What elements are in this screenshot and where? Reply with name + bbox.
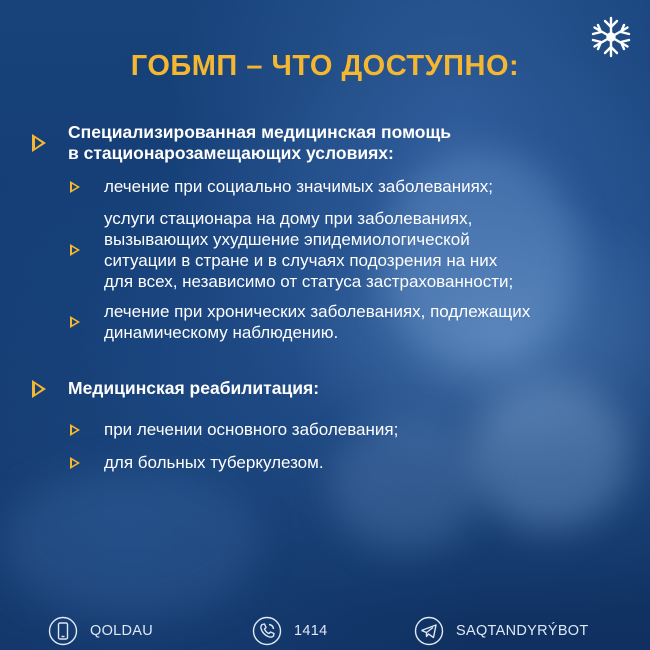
list-item-text <box>104 208 513 292</box>
text-line: услуги стационара на дому при заболеваниях, <box>104 209 473 228</box>
section-heading-text <box>68 378 319 399</box>
phone-icon <box>252 616 282 646</box>
triangle-bullet-icon <box>32 380 46 398</box>
footer <box>0 612 650 650</box>
text-line: для всех, независимо от статуса застрахованности; <box>104 272 514 291</box>
triangle-bullet-icon <box>70 457 80 469</box>
list-item <box>70 419 398 440</box>
list-item-text <box>104 176 493 197</box>
background-blur <box>470 380 630 530</box>
smartphone-icon <box>48 616 78 646</box>
triangle-bullet-icon <box>32 134 46 152</box>
text-line: для больных туберкулезом. <box>104 453 324 472</box>
text-line: ситуации в стране и в случаях подозрения на них <box>104 251 498 270</box>
footer-app-label: QOLDAU <box>90 623 154 639</box>
section-heading <box>32 378 319 399</box>
footer-phone-link[interactable] <box>252 616 327 646</box>
triangle-bullet-icon <box>70 244 80 256</box>
triangle-bullet-icon <box>70 181 80 193</box>
page-title: ГОБМП – ЧТО ДОСТУПНО: <box>130 50 520 82</box>
text-line: при лечении основного заболевания; <box>104 420 399 439</box>
text-line: лечение при социально значимых заболеваниях; <box>104 177 494 196</box>
heading-line: Медицинская реабилитация: <box>68 378 320 398</box>
text-line: лечение при хронических заболеваниях, подлежащих <box>104 302 531 321</box>
list-item <box>70 176 493 197</box>
text-line: вызывающих ухудшение эпидемиологической <box>104 230 470 249</box>
telegram-icon <box>414 616 444 646</box>
section-heading-text <box>68 122 451 164</box>
text-line: динамическому наблюдению. <box>104 323 339 342</box>
list-item <box>70 452 324 473</box>
heading-line: в стационарозамещающих условиях: <box>68 143 394 163</box>
triangle-bullet-icon <box>70 424 80 436</box>
footer-app-link[interactable] <box>48 616 153 646</box>
heading-line: Специализированная медицинская помощь <box>68 122 451 142</box>
footer-phone-label: 1414 <box>294 623 328 639</box>
list-item <box>70 301 530 343</box>
section-heading <box>32 122 451 164</box>
list-item-text <box>104 452 324 473</box>
list-item-text <box>104 419 398 440</box>
footer-bot-link[interactable] <box>414 616 589 646</box>
triangle-bullet-icon <box>70 316 80 328</box>
background-blur <box>0 470 260 620</box>
list-item-text <box>104 301 530 343</box>
list-item <box>70 208 513 292</box>
footer-bot-label: SAQTANDYRÝBOT <box>456 623 589 639</box>
